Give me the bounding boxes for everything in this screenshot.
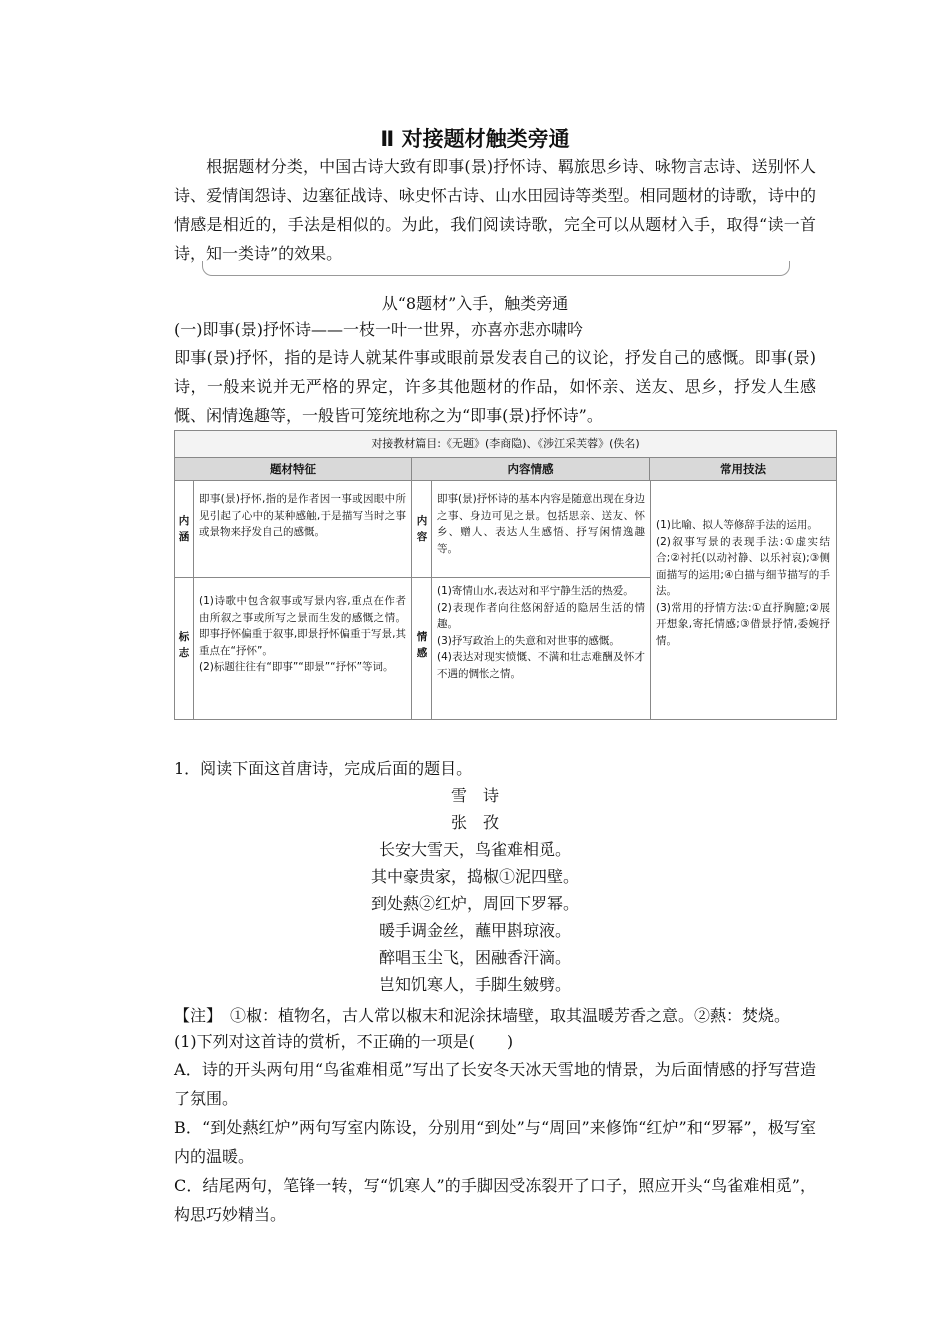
option-a: A．诗的开头两句用“鸟雀难相觅”写出了长安冬天冰天雪地的情景，为后面情感的抒写营造了氛围。 (174, 1060, 816, 1108)
poem-line: 其中豪贵家，捣椒①泥四壁。 (370, 867, 579, 886)
option-b: B．“到处爇红炉”两句写室内陈设，分别用“到处”与“周回”来修饰“红炉”和“罗幂”，极写室内的温暖。 (174, 1118, 816, 1166)
category-description-text: 即事(景)抒怀，指的是诗人就某件事或眼前景发表自己的议论，抒发自己的感慨。即事(景)诗，一般来说并无严格的界定，许多其他题材的作品，如怀亲、送友、思乡，抒发人生感慨、闲情逸趣等，一般皆可笼统地称之为“即事(景)抒怀诗”。 (174, 348, 816, 425)
table-header-feature: 题材特征 (175, 458, 412, 481)
row-label-content: 内容 (416, 515, 428, 543)
table-caption: 对接教材篇目:《无题》(李商隐)、《涉江采芙蓉》(佚名) (175, 431, 836, 458)
poem-line: 岂知饥寒人，手脚生皴劈。 (378, 975, 571, 994)
question-1: 1．阅读下面这首唐诗，完成后面的题目。 (174, 759, 473, 778)
reference-table (174, 430, 837, 720)
emotion-text: (1)寄情山水,表达对和平宁静生活的热爱。 (2)表现作者向往悠闲舒适的隐居生活的情趣。 (3)抒写政治上的失意和对世事的感慨。 (4)表达对现实愤慨、不满和壮志难酬及怀才不遇的惆怅之情。 (437, 585, 645, 680)
section-title: Ⅱ 对接题材触类旁通 (380, 127, 570, 151)
sub-question: (1)下列对这首诗的赏析，不正确的一项是( ) (174, 1032, 514, 1051)
row-label-emotion: 情感 (416, 631, 428, 659)
row-label-connotation: 内涵 (178, 515, 190, 543)
category-description (174, 343, 816, 430)
content-text: 即事(景)抒怀诗的基本内容是随意出现在身边之事、身边可见之景。包括思亲、送友、怀乡、赠人、表达人生感悟、抒写闲情逸趣等。 (437, 493, 645, 555)
intro-text: 根据题材分类，中国古诗大致有即事(景)抒怀诗、羁旅思乡诗、咏物言志诗、送别怀人诗、爱情闺怨诗、边塞征战诗、咏史怀古诗、山水田园诗等类型。相同题材的诗歌，诗中的情感是相近的，手法是相似的。为此，我们阅读诗歌，完全可以从题材入手，取得“读一首诗，知一类诗”的效果。 (174, 157, 816, 263)
intro-paragraph (174, 152, 816, 268)
poem-author: 张 孜 (450, 813, 499, 832)
bracket-divider (202, 261, 790, 276)
subtitle: 从“8题材”入手，触类旁通 (381, 294, 569, 313)
option-c: C．结尾两句，笔锋一转，写“饥寒人”的手脚因受冻裂开了口子，照应开头“鸟雀难相觅”，构思巧妙精当。 (174, 1176, 816, 1224)
poem-title: 雪 诗 (450, 786, 499, 805)
poem-line: 长安大雪天，鸟雀难相觅。 (378, 840, 571, 859)
technique-text: (1)比喻、拟人等修辞手法的运用。 (2)叙事写景的表现手法:①虚实结合;②衬托(以动衬静、以乐衬哀);③侧面描写的运用;④白描与细节描写的手法。 (3)常用的抒情方法:①直抒胸臆;②展开想象,寄托情感;③借景抒情,委婉抒情。 (656, 519, 830, 647)
table-header-content: 内容情感 (412, 458, 650, 481)
table-header-technique: 常用技法 (650, 458, 836, 481)
poem-line: 醉唱玉尘飞，困融香汗滴。 (378, 948, 571, 967)
poem-line: 暖手调金丝，蘸甲斟琼液。 (378, 921, 571, 940)
poem-note: 【注】 ①椒：植物名，古人常以椒末和泥涂抹墙壁，取其温暖芳香之意。②爇：焚烧。 (174, 1006, 791, 1025)
marker-text: (1)诗歌中包含叙事或写景内容,重点在作者由所叙之事或所写之景而生发的感慨之情。即事抒怀偏重于叙事,即景抒怀偏重于写景,其重点在“抒怀”。 (2)标题往往有“即事”“即景”“抒怀”等词。 (199, 595, 406, 673)
row-label-marker: 标志 (178, 631, 190, 659)
category-heading: (一)即事(景)抒怀诗——一枝一叶一世界，亦喜亦悲亦啸吟 (174, 320, 583, 339)
poem-line: 到处爇②红炉，周回下罗幂。 (370, 894, 579, 913)
connotation-text: 即事(景)抒怀,指的是作者因一事或因眼中所见引起了心中的某种感触,于是描写当时之事或景物来抒发自己的感慨。 (199, 493, 406, 538)
